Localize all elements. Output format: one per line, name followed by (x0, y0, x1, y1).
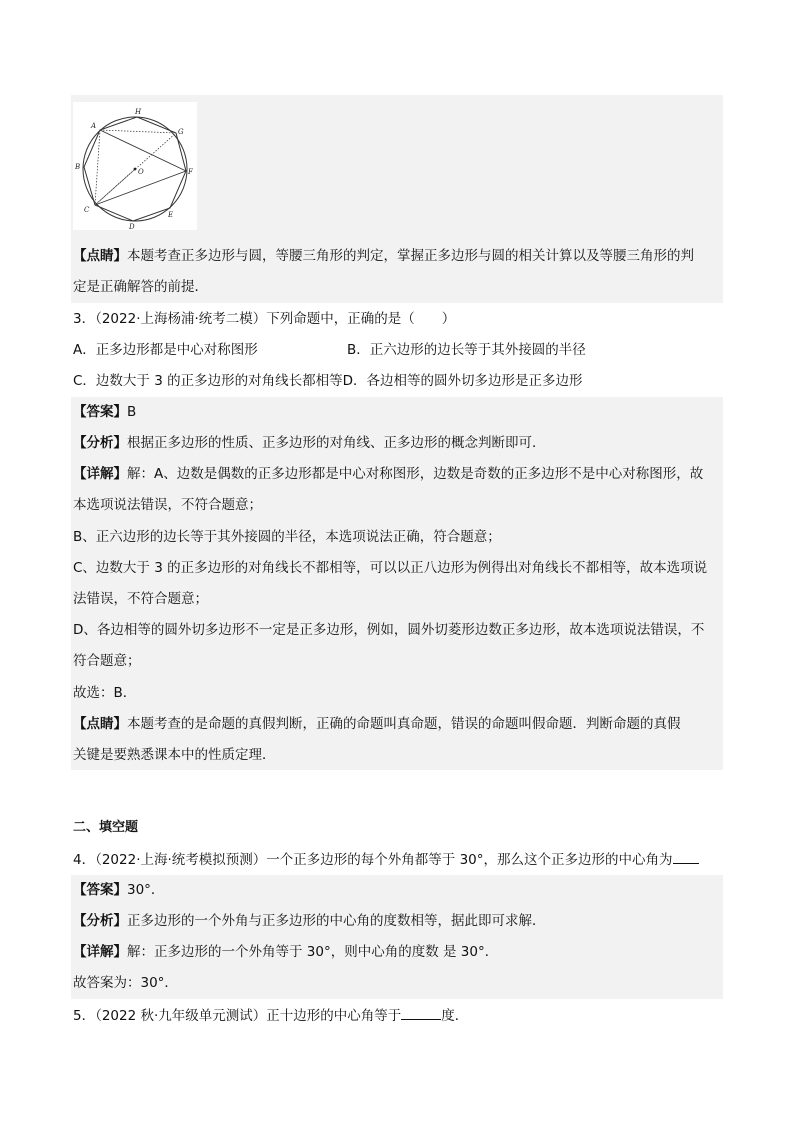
q3-option-b: B．正六边形的边长等于其外接圆的半径 (347, 342, 586, 358)
q3-comment-line1: 【点睛】本题考查的是命题的真假判断，正确的命题叫真命题，错误的命题叫假命题．判断命题的真假 (73, 716, 681, 732)
q3-detail-line3: B、正六边形的边长等于其外接圆的半径，本选项说法正确，符合题意； (73, 529, 501, 545)
label-h: H (135, 108, 142, 116)
q4-stem: 4．（2022·上海·统考模拟预测）一个正多边形的每个外角都等于 30°，那么这个正多边形的中心角为 (73, 849, 699, 870)
q3-option-c: C．边数大于 3 的正多边形的对角线长都相等 (73, 373, 343, 389)
q3-detail-line6: D、各边相等的圆外切多边形不一定是正多边形，例如，圆外切菱形边数正多边形，故本选项说法错误，不 (73, 622, 705, 638)
q3-detail-line4: C、边数大于 3 的正多边形的对角线长不都相等，可以以正八边形为例得出对角线长不都相等，故本选项说 (73, 560, 708, 576)
octagon-circle-figure (73, 102, 197, 230)
label-f: F (188, 168, 193, 176)
octagon-svg (73, 102, 197, 230)
label-a: A (91, 122, 97, 130)
q4-answer-blank[interactable] (673, 849, 699, 864)
q3-analysis: 【分析】根据正多边形的性质、正多边形的对角线、正多边形的概念判断即可． (73, 435, 546, 451)
q5-answer-blank[interactable] (401, 1005, 441, 1020)
q4-conclusion: 故答案为：30°． (73, 975, 178, 991)
q3-detail-line2: 本选项说法错误，不符合题意； (73, 497, 262, 513)
label-d: D (129, 223, 135, 230)
q4-answer: 【答案】30°． (73, 882, 165, 898)
segment-ag (100, 130, 176, 133)
segment-af (100, 130, 186, 171)
q3-comment-line2: 关键是要熟悉课本中的性质定理． (73, 747, 276, 763)
q5-stem: 5．（2022 秋·九年级单元测试）正十边形的中心角等于 度． (73, 1005, 468, 1026)
section-title-fill-in: 二、填空题 (73, 820, 139, 835)
q4-detail: 【详解】解：正多边形的一个外角等于 30°，则中心角的度数 是 30°． (73, 944, 499, 960)
q3-detail-line1: 【详解】解：A、边数是偶数的正多边形都是中心对称图形，边数是奇数的正多边形不是中心对称图形，故 (73, 466, 704, 482)
q3-detail-line5: 法错误，不符合题意； (73, 591, 208, 607)
q4-analysis: 【分析】正多边形的一个外角与正多边形的中心角的度数相等，据此即可求解． (73, 913, 546, 929)
label-c: C (84, 206, 90, 214)
q3-option-d: D．各边相等的圆外切多边形是正多边形 (342, 373, 583, 389)
q3-stem: 3．（2022·上海杨浦·统考二模）下列命题中，正确的是（ ） (73, 311, 456, 327)
q3-detail-line8: 故选：B． (73, 685, 137, 701)
q3-answer: 【答案】B (73, 404, 137, 420)
segment-ac (95, 130, 100, 205)
center-point (134, 168, 137, 171)
q2-comment-line2: 定是正确解答的前提． (73, 279, 208, 295)
label-g: G (178, 128, 184, 136)
label-e: E (168, 211, 174, 219)
q2-comment-line1: 【点睛】本题考查正多边形与圆，等腰三角形的判定，掌握正多边形与圆的相关计算以及等腰三角形的判 (73, 248, 694, 264)
q3-options-cd (73, 371, 583, 391)
q3-detail-line7: 符合题意； (73, 653, 141, 669)
label-b: B (75, 163, 81, 171)
segment-cf (95, 171, 186, 205)
q3-option-a: A．正多边形都是中心对称图形 (73, 342, 258, 358)
label-o: O (138, 168, 144, 176)
